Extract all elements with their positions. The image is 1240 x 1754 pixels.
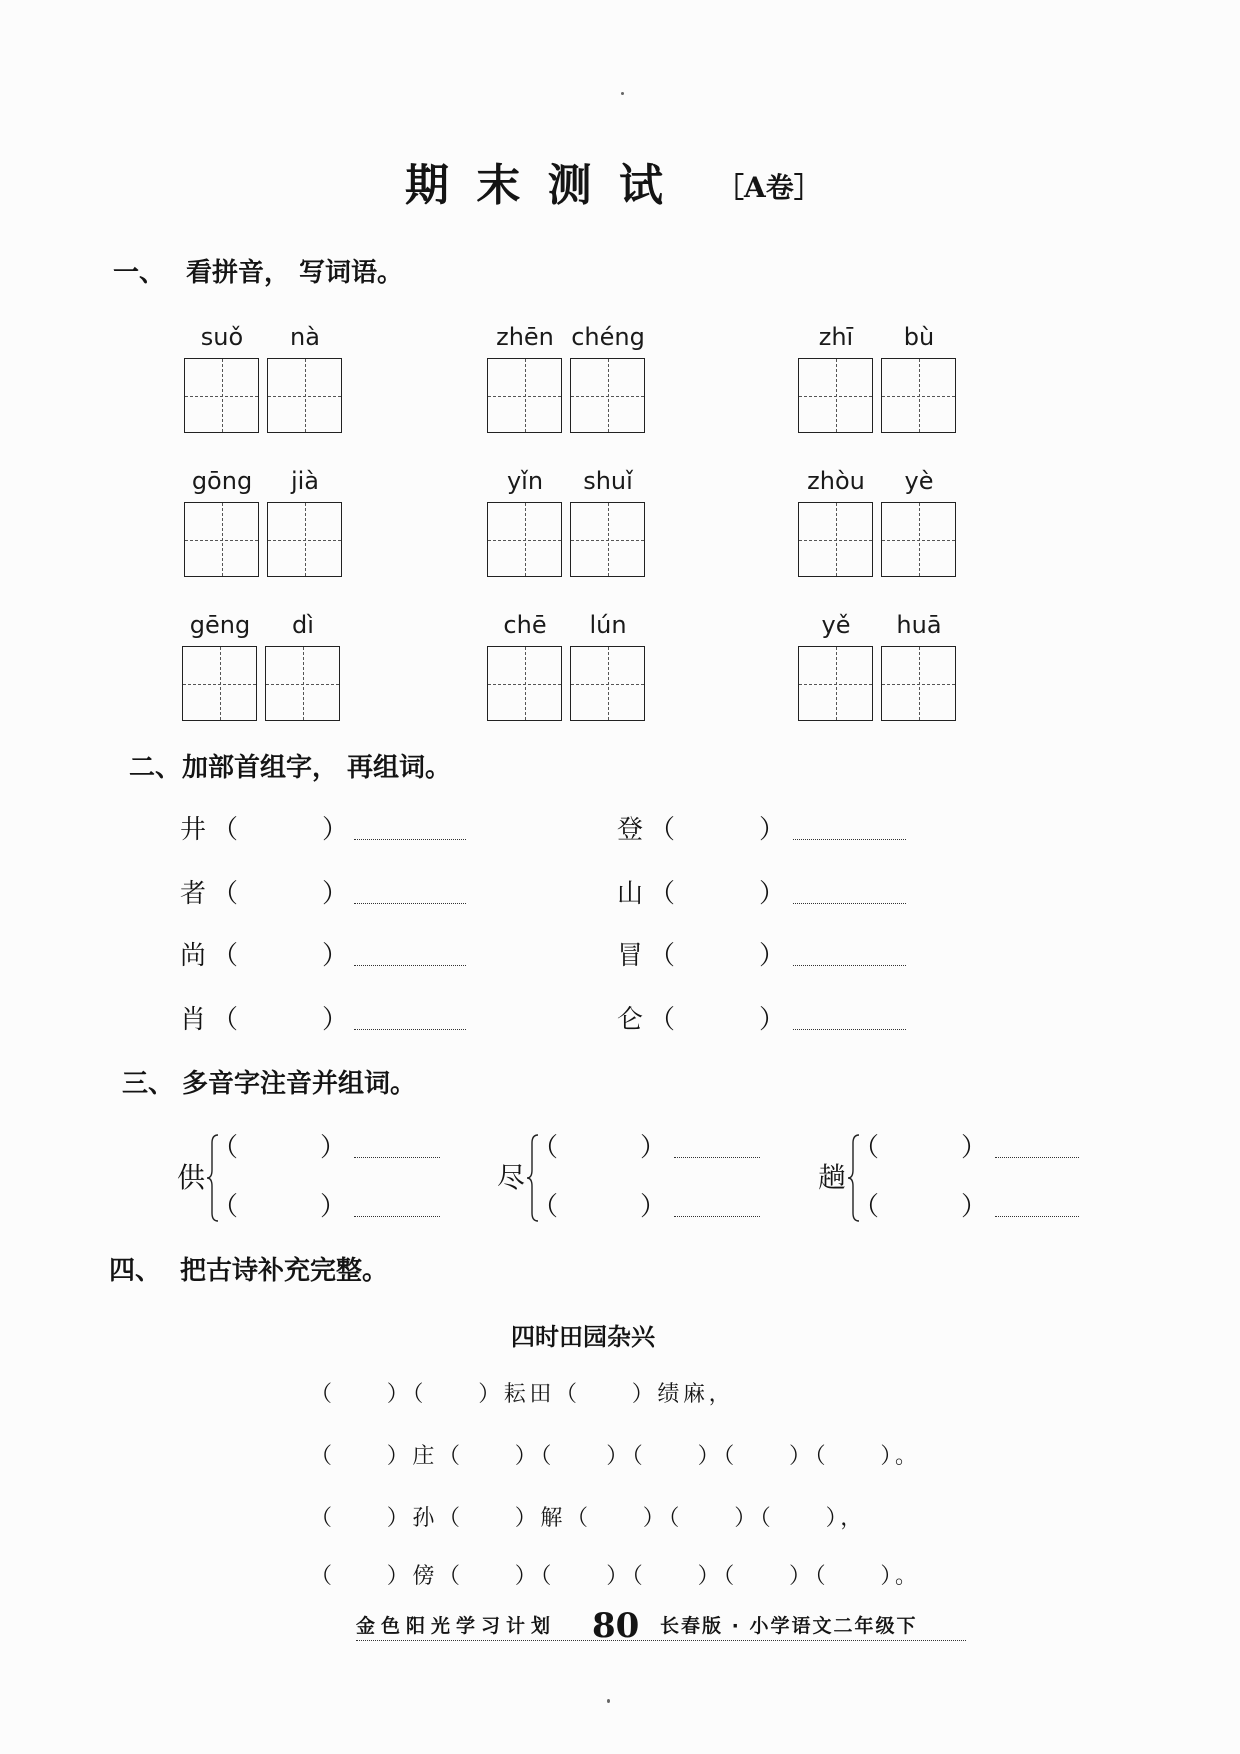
answer-line <box>674 1157 760 1158</box>
close-paren: ） <box>759 879 786 909</box>
pinyin-label: zhī <box>818 323 854 351</box>
poem-line: （ ）傍（ ）（ ）（ ）（ ）（ ）。 <box>310 1564 921 1589</box>
open-paren: （ <box>212 1005 239 1035</box>
radical-item <box>617 813 917 847</box>
base-character: 尚 <box>180 941 207 971</box>
answer-line <box>793 965 906 966</box>
writing-grid-box <box>487 646 562 721</box>
open-paren: （ <box>649 815 676 845</box>
page-number: 80 <box>592 1606 640 1646</box>
section-1-instruction: 看拼音， 写词语。 <box>186 258 404 288</box>
writing-grid-box <box>570 358 645 433</box>
scan-mark <box>607 1699 610 1703</box>
writing-grid-box <box>267 502 342 577</box>
writing-grid-box <box>798 646 873 721</box>
open-paren: （ <box>649 941 676 971</box>
answer-line <box>354 839 466 840</box>
radical-item <box>617 939 917 973</box>
section-4-number: 四、 <box>109 1256 162 1286</box>
pinyin-label: dì <box>292 611 314 639</box>
poem-line: （ ）庄（ ）（ ）（ ）（ ）（ ）。 <box>310 1444 921 1469</box>
answer-line <box>995 1216 1079 1217</box>
close-paren: ） <box>759 815 786 845</box>
footer-edition: 长春版 · 小学语文二年级下 <box>660 1615 918 1637</box>
answer-line <box>354 1029 466 1030</box>
writing-grid-box <box>798 502 873 577</box>
open-paren: （ <box>853 1133 880 1163</box>
writing-grid-box <box>881 502 956 577</box>
pinyin-label: suǒ <box>200 323 244 351</box>
pinyin-label: lún <box>589 611 627 639</box>
answer-line <box>354 903 466 904</box>
pinyin-word-item <box>798 467 956 579</box>
radical-item <box>617 1003 917 1037</box>
base-character: 登 <box>617 815 644 845</box>
writing-grid-box <box>570 502 645 577</box>
radical-item <box>180 813 480 847</box>
open-paren: （ <box>649 879 676 909</box>
pinyin-word-item <box>798 323 956 435</box>
section-3-instruction: 多音字注音并组词。 <box>182 1069 417 1099</box>
footer-series: 金色阳光学习计划 <box>356 1615 557 1637</box>
open-paren: （ <box>532 1192 559 1222</box>
open-paren: （ <box>212 1133 239 1163</box>
pinyin-label: yǐn <box>506 467 544 495</box>
pinyin-label: chéng <box>571 323 645 351</box>
poem-line: （ ）孙（ ）解（ ）（ ）（ ）， <box>310 1506 866 1531</box>
radical-item <box>180 1003 480 1037</box>
section-1-number: 一、 <box>113 258 166 288</box>
pinyin-word-item <box>798 611 956 723</box>
answer-line <box>793 903 906 904</box>
section-4-instruction: 把古诗补充完整。 <box>180 1256 389 1286</box>
base-character: 者 <box>180 879 207 909</box>
base-character: 井 <box>180 815 207 845</box>
base-character: 山 <box>617 879 644 909</box>
close-paren: ） <box>759 1005 786 1035</box>
writing-grid-box <box>267 358 342 433</box>
poem-title: 四时田园杂兴 <box>511 1323 655 1351</box>
writing-grid-box <box>487 502 562 577</box>
pinyin-label: jià <box>290 467 320 495</box>
close-paren: ） <box>322 815 349 845</box>
writing-grid-box <box>798 358 873 433</box>
pinyin-word-item <box>182 611 340 723</box>
base-character: 仑 <box>617 1005 644 1035</box>
polyphone-character: 供 <box>177 1161 206 1194</box>
pinyin-label: bù <box>903 323 935 351</box>
close-paren: ） <box>320 1133 347 1163</box>
volume-label: ［A卷］ <box>716 171 822 204</box>
poem-line: （ ）（ ）耘田（ ）绩麻， <box>310 1382 735 1407</box>
pinyin-label: yè <box>904 467 934 495</box>
answer-line <box>354 965 466 966</box>
polyphone-character: 趟 <box>818 1161 847 1194</box>
pinyin-word-item <box>487 323 645 435</box>
close-paren: ） <box>322 879 349 909</box>
close-paren: ） <box>759 941 786 971</box>
radical-item <box>617 877 917 911</box>
section-2-instruction: 加部首组字， 再组词。 <box>182 753 452 783</box>
section-2-number: 二、 <box>129 753 182 783</box>
close-paren: ） <box>320 1192 347 1222</box>
close-paren: ） <box>961 1192 988 1222</box>
close-paren: ） <box>961 1133 988 1163</box>
pinyin-label: gōng <box>191 467 253 495</box>
polyphone-item <box>497 1131 797 1241</box>
base-character: 肖 <box>180 1005 207 1035</box>
pinyin-word-item <box>487 467 645 579</box>
answer-line <box>793 839 906 840</box>
writing-grid-box <box>184 358 259 433</box>
close-paren: ） <box>640 1192 667 1222</box>
open-paren: （ <box>649 1005 676 1035</box>
writing-grid-box <box>487 358 562 433</box>
writing-grid-box <box>881 358 956 433</box>
pinyin-label: zhēn <box>496 323 554 351</box>
pinyin-label: nà <box>290 323 320 351</box>
open-paren: （ <box>532 1133 559 1163</box>
radical-item <box>180 877 480 911</box>
open-paren: （ <box>212 1192 239 1222</box>
pinyin-label: shuǐ <box>583 467 633 495</box>
answer-line <box>354 1157 440 1158</box>
pinyin-word-item <box>487 611 645 723</box>
open-paren: （ <box>212 879 239 909</box>
pinyin-label: yě <box>821 611 851 639</box>
scan-mark <box>621 92 624 95</box>
writing-grid-box <box>265 646 340 721</box>
base-character: 冒 <box>617 941 644 971</box>
close-paren: ） <box>322 941 349 971</box>
answer-line <box>995 1157 1079 1158</box>
answer-line <box>354 1216 440 1217</box>
pinyin-label: gēng <box>189 611 251 639</box>
polyphone-character: 尽 <box>497 1161 526 1194</box>
close-paren: ） <box>322 1005 349 1035</box>
writing-grid-box <box>570 646 645 721</box>
page-title: 期 末 测 试 <box>405 160 669 211</box>
pinyin-label: zhòu <box>807 467 865 495</box>
open-paren: （ <box>853 1192 880 1222</box>
open-paren: （ <box>212 941 239 971</box>
writing-grid-box <box>182 646 257 721</box>
answer-line <box>793 1029 906 1030</box>
writing-grid-box <box>881 646 956 721</box>
pinyin-label: huā <box>896 611 942 639</box>
pinyin-word-item <box>184 467 342 579</box>
pinyin-word-item <box>184 323 342 435</box>
writing-grid-box <box>184 502 259 577</box>
open-paren: （ <box>212 815 239 845</box>
pinyin-label: chē <box>503 611 547 639</box>
polyphone-item <box>818 1131 1118 1241</box>
answer-line <box>674 1216 760 1217</box>
footer-underline <box>356 1640 966 1641</box>
radical-item <box>180 939 480 973</box>
section-3-number: 三、 <box>122 1069 175 1099</box>
polyphone-item <box>177 1131 477 1241</box>
close-paren: ） <box>640 1133 667 1163</box>
